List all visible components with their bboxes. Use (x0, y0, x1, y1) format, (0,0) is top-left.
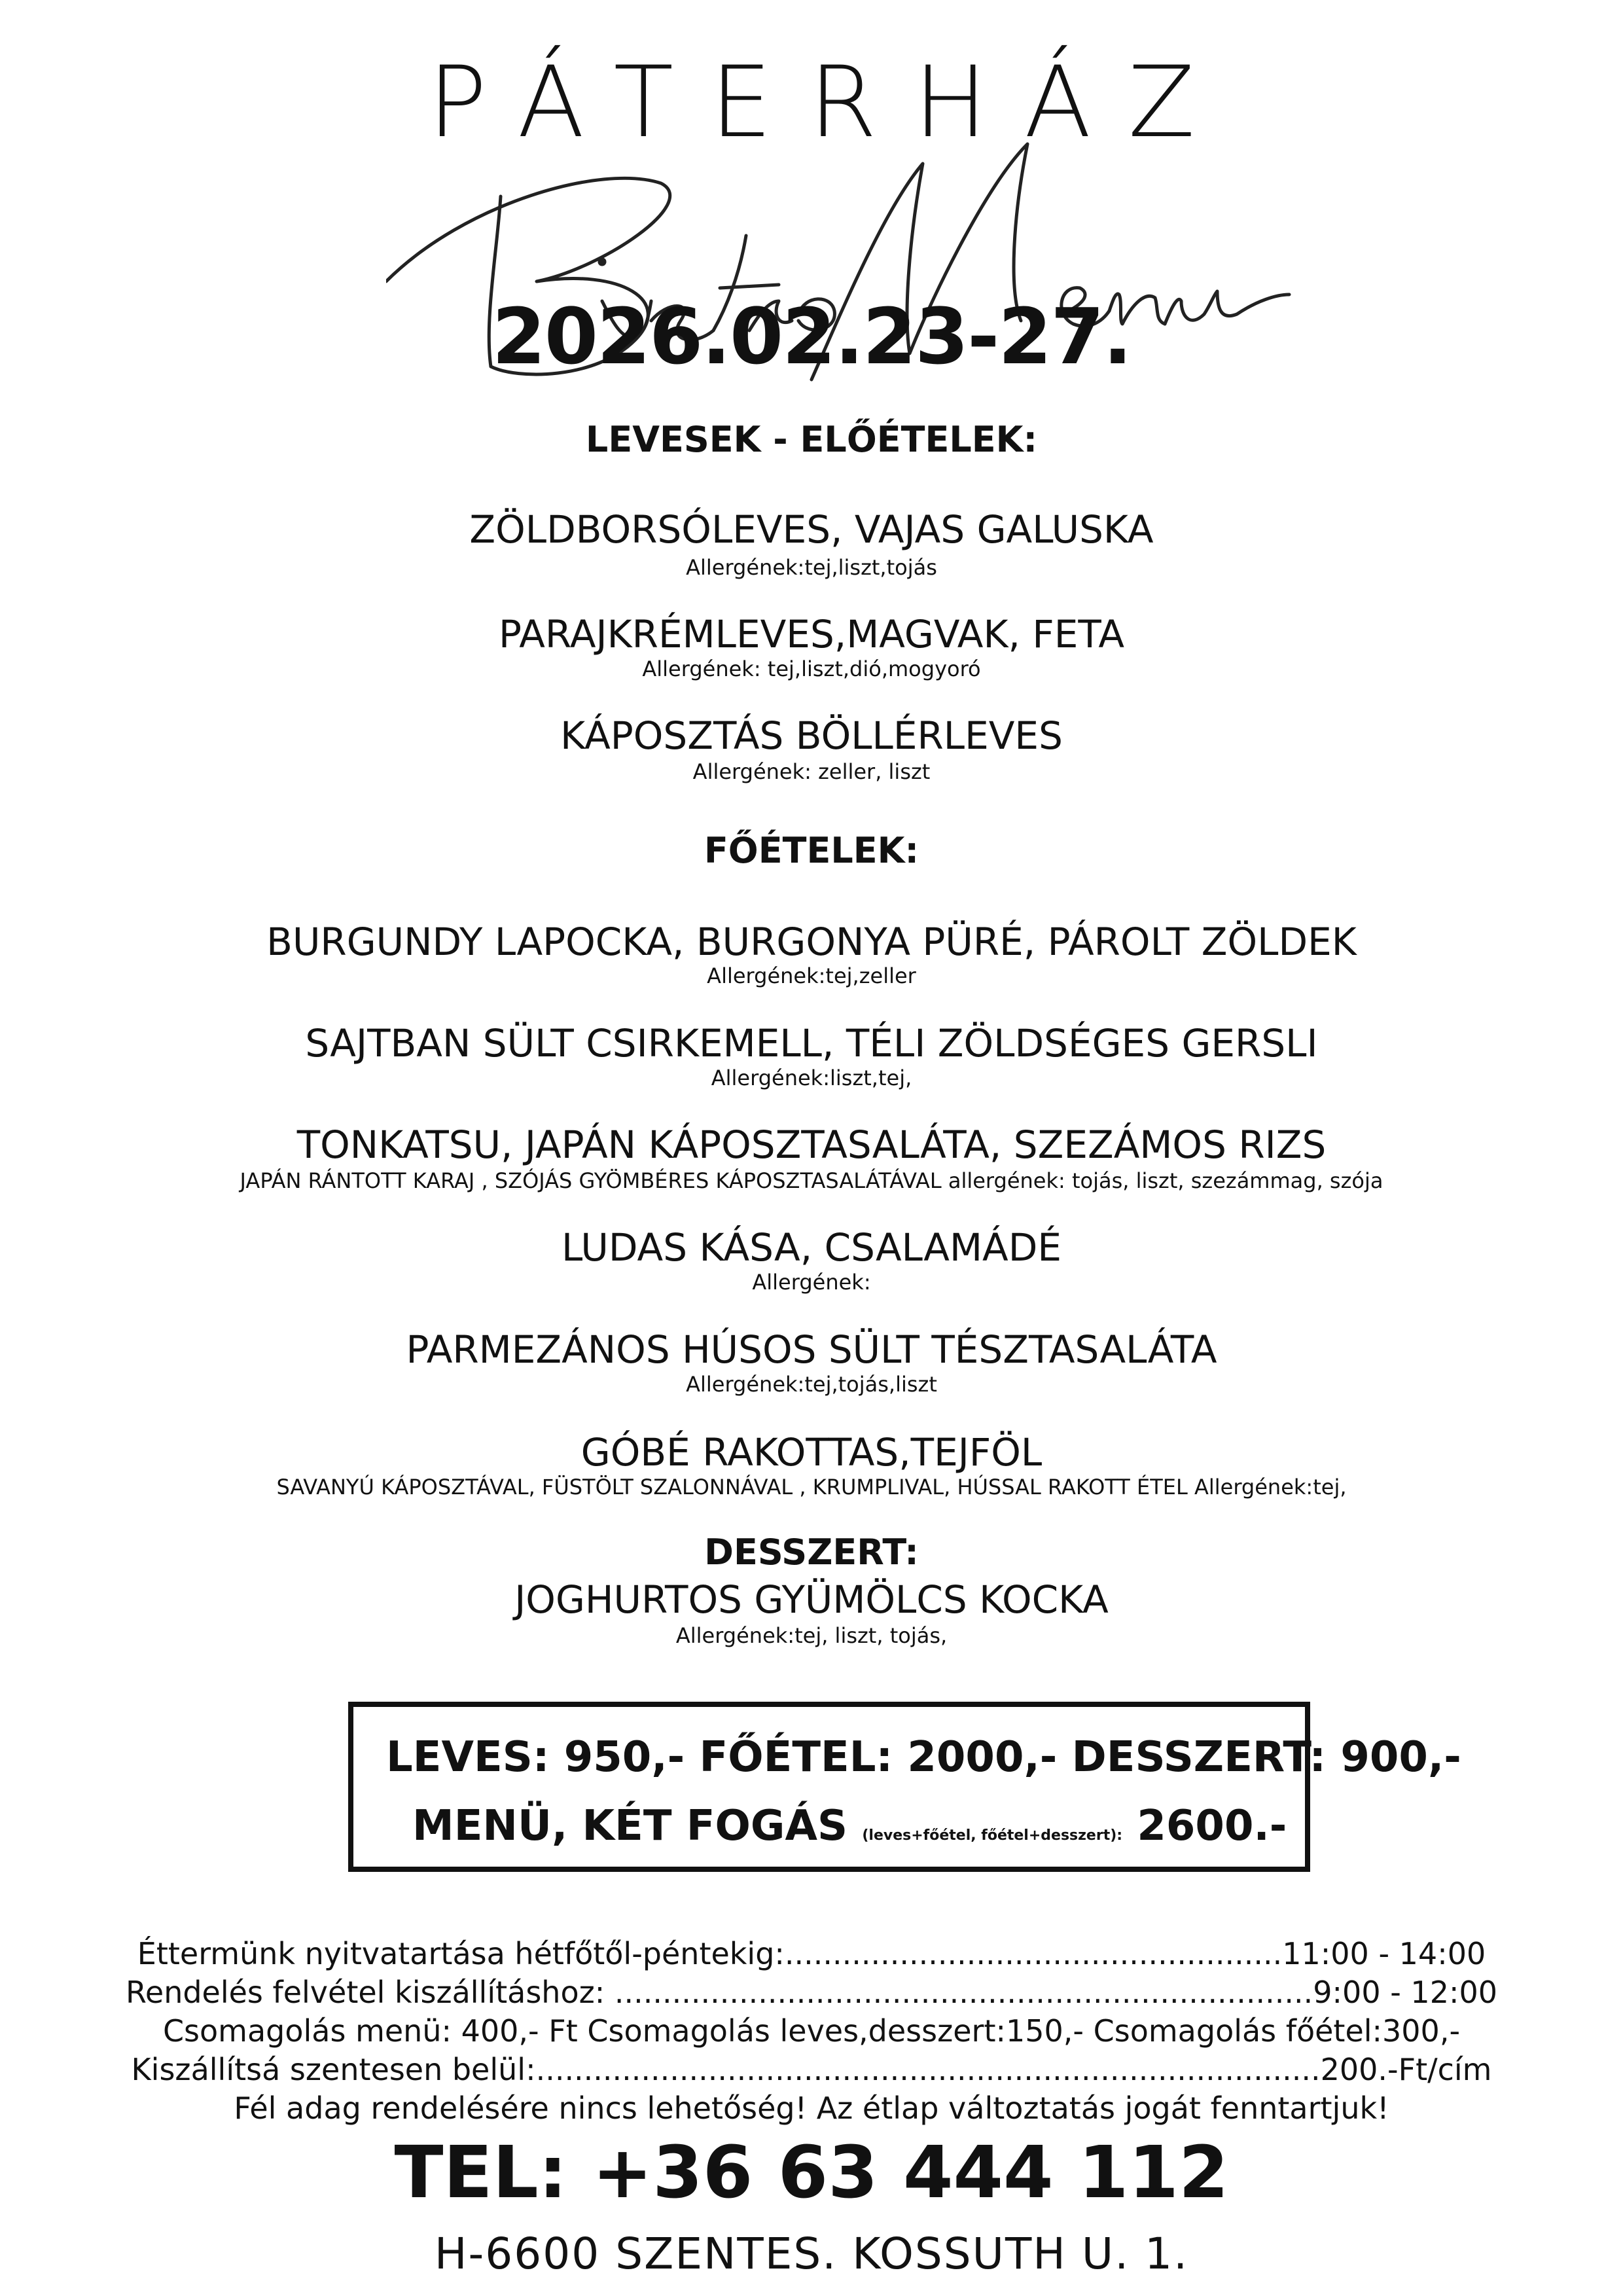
dish-name: TONKATSU, JAPÁN KÁPOSZTASALÁTA, SZEZÁMOS RIZS (296, 1122, 1327, 1167)
section-title-mains: FŐÉTELEK: (704, 830, 919, 871)
menu-date: 2026.02.23-27. (491, 291, 1132, 382)
price-line-items: LEVES: 950,- FŐÉTEL: 2000,- DESSZERT: 900,- (386, 1733, 1461, 1782)
info-packaging: Csomagolás menü: 400,- Ft Csomagolás leves,desszert:150,- Csomagolás főétel:300,- (162, 2013, 1461, 2049)
dish-allergens: Allergének:tej,liszt,tojás (686, 555, 937, 580)
brand-name: PÁTERHÁZ (427, 46, 1232, 160)
dish-allergens: Allergének:tej,tojás,liszt (686, 1372, 937, 1397)
info-order-delivery: Rendelés felvétel kiszállításhoz: .........................................................................9:00 - 12:00 (126, 1975, 1497, 2010)
menu-price: 2600.- (1122, 1802, 1287, 1850)
dish-name: BURGUNDY LAPOCKA, BURGONYA PÜRÉ, PÁROLT ZÖLDEK (266, 920, 1357, 964)
dish-allergens: Allergének:tej, liszt, tojás, (675, 1623, 948, 1648)
price-box (348, 1702, 1461, 1872)
dish-allergens: Allergének: (752, 1270, 871, 1295)
dish-name: SAJTBAN SÜLT CSIRKEMELL, TÉLI ZÖLDSÉGES GERSLI (305, 1021, 1318, 1066)
dish-name: JOGHURTOS GYÜMÖLCS KOCKA (514, 1577, 1109, 1622)
section-title-soups: LEVESEK - ELŐÉTELEK: (585, 419, 1038, 460)
dish-allergens: Allergének:tej,zeller (707, 963, 916, 988)
info-opening-hours: Éttermünk nyitvatartása hétfőtől-péntekig:....................................................11:00 - 14:00 (137, 1936, 1486, 1971)
dish-name: PARAJKRÉMLEVES,MAGVAK, FETA (498, 612, 1125, 656)
info-notice: Fél adag rendelésére nincs lehetőség! Az étlap változtatás jogát fenntartjuk! (234, 2090, 1389, 2126)
dish-allergens: Allergének: tej,liszt,dió,mogyoró (642, 656, 981, 681)
dish-name: ZÖLDBORSÓLEVES, VAJAS GALUSKA (469, 507, 1154, 552)
dish-allergens: Allergének: zeller, liszt (692, 759, 931, 784)
info-delivery-fee: Kiszállítsá szentesen belül:..................................................................................200.-Ft/cím (131, 2052, 1492, 2087)
price-line-menu (412, 1802, 1287, 1850)
dish-allergens: SAVANYÚ KÁPOSZTÁVAL, FÜSTÖLT SZALONNÁVAL , KRUMPLIVAL, HÚSSAL RAKOTT ÉTEL Allergének:tej, (276, 1475, 1347, 1499)
section-title-dessert: DESSZERT: (704, 1532, 919, 1573)
phone-number: TEL: +36 63 444 112 (394, 2130, 1229, 2214)
menu-combination-note: (leves+főétel, főétel+desszert): (862, 1827, 1123, 1844)
dish-allergens: JAPÁN RÁNTOTT KARAJ , SZÓJÁS GYÖMBÉRES KÁPOSZTASALÁTÁVAL allergének: tojás, liszt, szezámmag, szója (240, 1168, 1383, 1193)
dish-name: LUDAS KÁSA, CSALAMÁDÉ (562, 1225, 1061, 1270)
dish-name: KÁPOSZTÁS BÖLLÉRLEVES (560, 713, 1063, 758)
menu-two-course-label: MENÜ, KÉT FOGÁS (412, 1802, 863, 1850)
dish-name: PARMEZÁNOS HÚSOS SÜLT TÉSZTASALÁTA (406, 1327, 1217, 1372)
dish-allergens: Allergének:liszt,tej, (711, 1066, 912, 1090)
dish-name: GÓBÉ RAKOTTAS,TEJFÖL (580, 1430, 1043, 1475)
address: H-6600 SZENTES. KOSSUTH U. 1. (434, 2229, 1189, 2279)
